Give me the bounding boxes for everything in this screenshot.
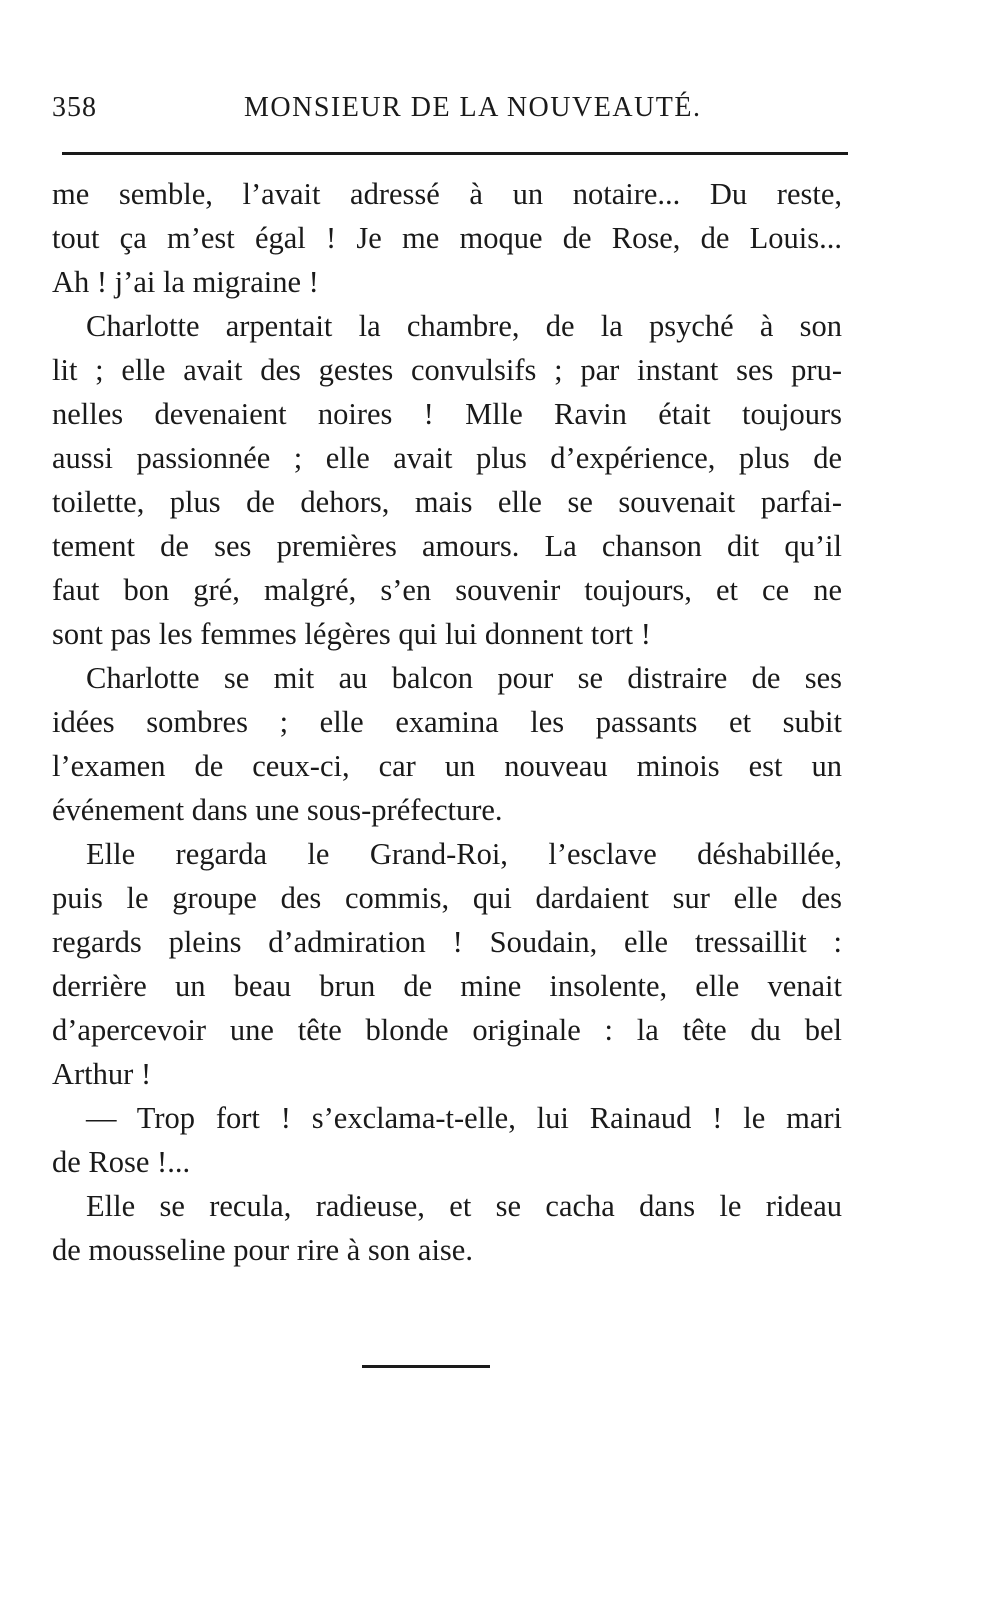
body-text	[52, 172, 842, 1272]
text-line: tout ça m’est égal ! Je me moque de Rose, de Louis...	[52, 221, 842, 255]
text-line: lit ; elle avait des gestes convulsifs ; par instant ses pru-	[52, 353, 842, 387]
text-line: de Rose !...	[52, 1145, 191, 1179]
text-line: événement dans une sous-préfecture.	[52, 793, 503, 827]
text-line: Arthur !	[52, 1057, 152, 1091]
text-line: Elle se recula, radieuse, et se cacha dans le rideau	[86, 1189, 842, 1223]
paragraph	[52, 1096, 842, 1184]
text-line: regards pleins d’admiration ! Soudain, elle tressaillit :	[52, 925, 842, 959]
text-line: aussi passionnée ; elle avait plus d’expérience, plus de	[52, 441, 842, 475]
text-line: puis le groupe des commis, qui dardaient sur elle des	[52, 881, 842, 915]
text-line: l’examen de ceux-ci, car un nouveau minois est un	[52, 749, 842, 783]
text-line: d’apercevoir une tête blonde originale : la tête du bel	[52, 1013, 842, 1047]
text-line: faut bon gré, malgré, s’en souvenir toujours, et ce ne	[52, 573, 842, 607]
page-number: 358	[52, 92, 97, 123]
paragraph	[52, 304, 842, 656]
text-line: tement de ses premières amours. La chanson dit qu’il	[52, 529, 842, 563]
text-line: Charlotte arpentait la chambre, de la psyché à son	[86, 309, 842, 343]
text-line: toilette, plus de dehors, mais elle se souvenait parfai-	[52, 485, 842, 519]
text-line: idées sombres ; elle examina les passants et subit	[52, 705, 842, 739]
text-line: Elle regarda le Grand-Roi, l’esclave déshabillée,	[86, 837, 842, 871]
text-line: Ah ! j’ai la migraine !	[52, 265, 319, 299]
text-line: sont pas les femmes légères qui lui donnent tort !	[52, 617, 651, 651]
end-rule	[362, 1365, 490, 1368]
paragraph	[52, 656, 842, 832]
text-line: nelles devenaient noires ! Mlle Ravin était toujours	[52, 397, 842, 431]
text-line: Charlotte se mit au balcon pour se distraire de ses	[86, 661, 842, 695]
page-header	[52, 92, 852, 132]
running-title: MONSIEUR DE LA NOUVEAUTÉ.	[244, 92, 702, 123]
paragraph	[52, 1184, 842, 1272]
paragraph	[52, 832, 842, 1096]
text-line: de mousseline pour rire à son aise.	[52, 1233, 473, 1267]
paragraph	[52, 172, 842, 304]
text-line: me semble, l’avait adressé à un notaire... Du reste,	[52, 177, 842, 211]
text-line: derrière un beau brun de mine insolente, elle venait	[52, 969, 842, 1003]
text-line: — Trop fort ! s’exclama-t-elle, lui Rainaud ! le mari	[86, 1101, 842, 1135]
header-rule	[62, 152, 848, 155]
